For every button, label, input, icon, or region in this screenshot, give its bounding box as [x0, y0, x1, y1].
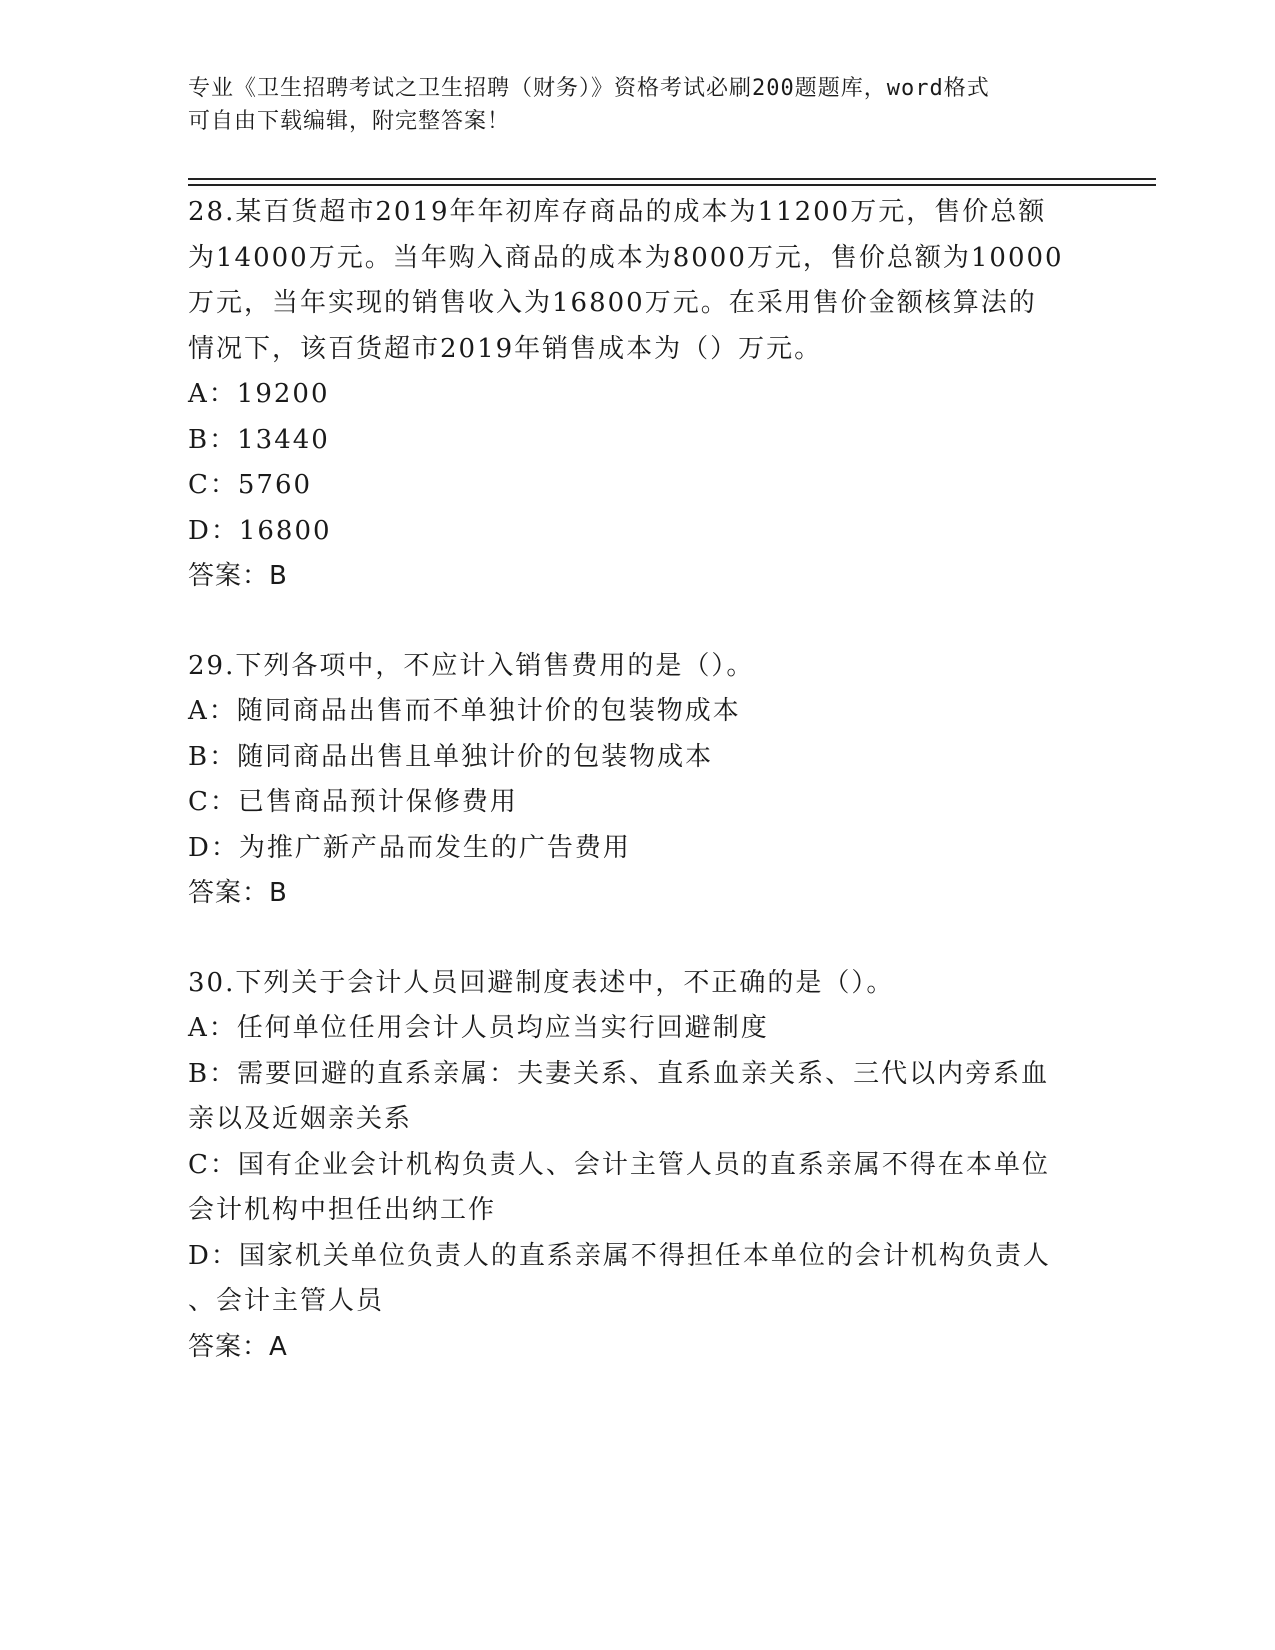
option-b: B：13440: [188, 424, 330, 455]
option-d: D：16800: [188, 515, 332, 546]
question-28: [188, 190, 1108, 600]
option-d: D：国家机关单位负责人的直系亲属不得担任本单位的会计机构负责人: [188, 1240, 1051, 1271]
option-c: C：国有企业会计机构负责人、会计主管人员的直系亲属不得在本单位: [188, 1149, 1050, 1180]
option-b: B：需要回避的直系亲属：夫妻关系、直系血亲关系、三代以内旁系血: [188, 1058, 1050, 1089]
answer-label: 答案：B: [188, 878, 288, 908]
option-c-continued: 会计机构中担任出纳工作: [188, 1195, 497, 1225]
question-stem-line: 万元，当年实现的销售收入为16800万元。在采用售价金额核算法的: [188, 288, 1037, 318]
question-30: [188, 961, 1108, 1371]
question-stem-line: 29.下列各项中，不应计入销售费用的是（）。: [188, 650, 755, 681]
header-line-2: 可自由下载编辑，附完整答案！: [188, 109, 511, 134]
question-stem-line: 28.某百货超市2019年年初库存商品的成本为11200万元，售价总额: [188, 197, 1047, 227]
option-a: A：随同商品出售而不单独计价的包装物成本: [188, 696, 741, 726]
question-29: [188, 644, 1108, 917]
question-stem-line: 情况下，该百货超市2019年销售成本为（）万元。: [188, 333, 823, 364]
header-divider-bottom: [188, 184, 1156, 186]
header-divider-top: [188, 178, 1156, 180]
question-list: [188, 190, 1108, 1414]
option-d-continued: 、会计主管人员: [188, 1286, 385, 1316]
document-header: [188, 72, 1088, 138]
option-a: A：任何单位任用会计人员均应当实行回避制度: [188, 1013, 769, 1043]
option-b: B：随同商品出售且单独计价的包装物成本: [188, 741, 714, 772]
question-stem-line: 30.下列关于会计人员回避制度表述中，不正确的是（）。: [188, 967, 895, 998]
option-d: D：为推广新产品而发生的广告费用: [188, 832, 631, 863]
header-line-1: 专业《卫生招聘考试之卫生招聘（财务）》资格考试必刷200题题库，word格式: [188, 76, 990, 101]
option-c: C：已售商品预计保修费用: [188, 787, 518, 817]
answer-label: 答案：A: [188, 1331, 288, 1362]
question-stem-line: 为14000万元。当年购入商品的成本为8000万元，售价总额为10000: [188, 242, 1064, 273]
answer-label: 答案：B: [188, 561, 288, 591]
option-a: A：19200: [188, 379, 330, 409]
option-b-continued: 亲以及近姻亲关系: [188, 1104, 413, 1134]
option-c: C：5760: [188, 470, 313, 500]
